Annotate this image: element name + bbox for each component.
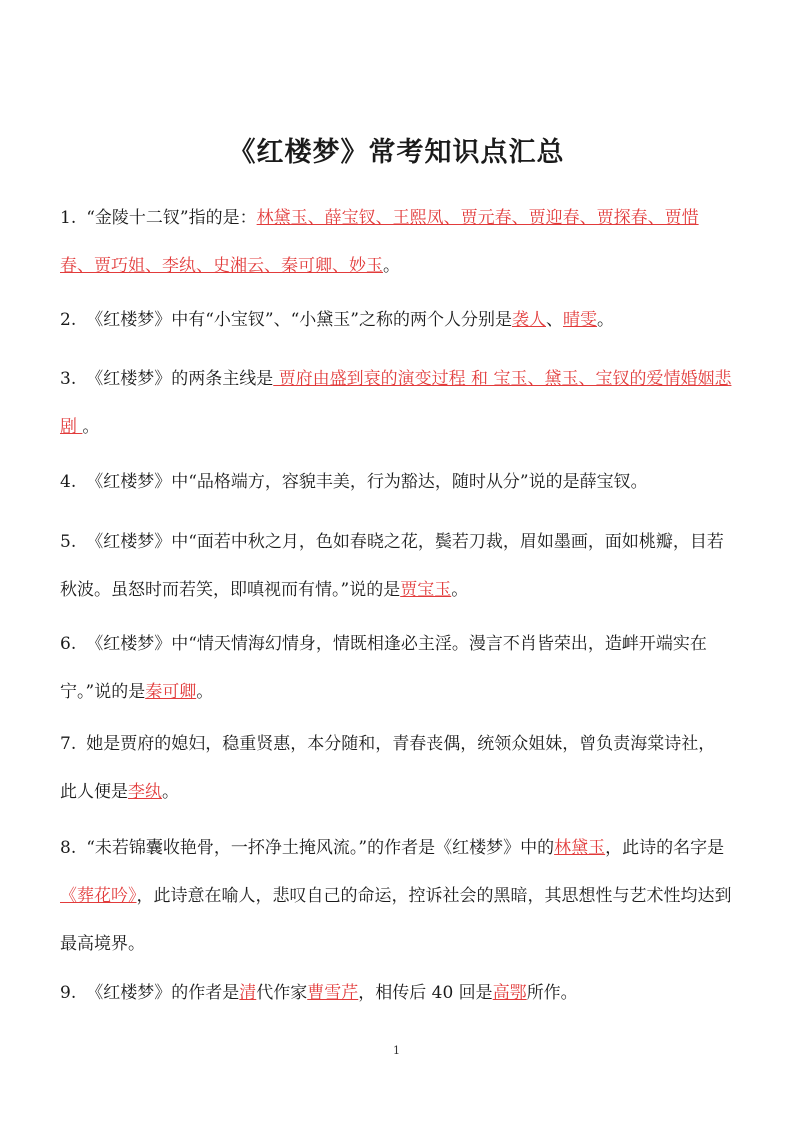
question-text: ，相传后 40 回是 — [358, 983, 493, 1003]
answer-text: 秦可卿 — [145, 682, 197, 702]
question-text: ，此诗的名字是 — [605, 838, 725, 858]
answer-text: 高鄂 — [492, 983, 527, 1003]
question-text: 《红楼梦》中“品格端方，容貌丰美，行为豁达，随时从分”说的是薛宝钗。 — [86, 472, 648, 492]
question-text: 《红楼梦》中“面若中秋之月，色如春晓之花，鬓若刀裁，眉如墨画，面如桃瓣，目若秋波。虽怒时而若笑，即嗔视而有情。”说的是 — [60, 532, 724, 600]
question-1 — [60, 194, 732, 290]
question-number: 5. — [60, 532, 77, 552]
question-8 — [60, 824, 732, 968]
question-4 — [60, 458, 732, 506]
answer-text: 曹雪芹 — [307, 983, 359, 1003]
question-3 — [60, 355, 732, 451]
answer-text: 贾宝玉 — [400, 580, 452, 600]
answer-text: 李纨 — [128, 782, 162, 802]
question-number: 3. — [60, 369, 77, 389]
question-text: 。 — [82, 417, 100, 437]
answer-text: 林黛玉 — [554, 838, 606, 858]
question-number: 4. — [60, 472, 77, 492]
question-text: 《红楼梦》中“情天情海幻情身，情既相逢必主淫。漫言不肖皆荣出，造衅开端实在宁。”说的是 — [60, 634, 707, 702]
answer-text: 贾府由盛到衰的演变过程 和 宝玉、黛玉、宝钗的爱情婚姻悲剧 — [60, 369, 732, 437]
question-number: 8. — [60, 838, 77, 858]
page-title: 《红楼梦》常考知识点汇总 — [228, 137, 565, 168]
answer-text: 《葬花吟》 — [60, 886, 137, 906]
question-text: 。 — [597, 310, 614, 330]
answer-text: 林黛玉、薛宝钗、王熙凤、贾元春、贾迎春、贾探春、贾惜春、贾巧姐、李纨、史湘云、秦可卿、妙玉 — [60, 208, 699, 276]
question-7 — [60, 720, 732, 816]
question-text: 代作家 — [256, 983, 308, 1003]
question-text: 。 — [383, 256, 400, 276]
question-5 — [60, 518, 732, 614]
question-number: 6. — [60, 634, 77, 654]
question-text: 。 — [451, 580, 469, 600]
question-2 — [60, 296, 732, 344]
question-6 — [60, 620, 732, 716]
question-text: 《红楼梦》的作者是 — [86, 983, 240, 1003]
question-text: 《红楼梦》的两条主线是 — [86, 369, 274, 389]
question-number: 1. — [60, 208, 77, 228]
page-number: 1 — [393, 1044, 400, 1057]
answer-text: 晴雯 — [563, 310, 597, 330]
question-text: 所作。 — [526, 983, 578, 1003]
question-text: 《红楼梦》中有“小宝钗”、“小黛玉”之称的两个人分别是 — [86, 310, 512, 330]
question-text: 、 — [546, 310, 563, 330]
question-number: 7. — [60, 734, 77, 754]
question-9 — [60, 969, 732, 1017]
question-text: 。 — [162, 782, 179, 802]
question-text: ，此诗意在喻人，悲叹自己的命运，控诉社会的黑暗，其思想性与艺术性均达到最高境界。 — [60, 886, 732, 954]
question-text: “金陵十二钗”指的是： — [86, 208, 257, 228]
question-text: 。 — [196, 682, 214, 702]
question-number: 2. — [60, 310, 77, 330]
question-number: 9. — [60, 983, 77, 1003]
question-text: 她是贾府的媳妇，稳重贤惠，本分随和，青春丧偶，统领众姐妹，曾负责海棠诗社，此人便是 — [60, 734, 716, 802]
question-text: “未若锦囊收艳骨，一抔净土掩风流。”的作者是《红楼梦》中的 — [86, 838, 555, 858]
answer-text: 袭人 — [512, 310, 546, 330]
answer-text: 清 — [239, 983, 257, 1003]
